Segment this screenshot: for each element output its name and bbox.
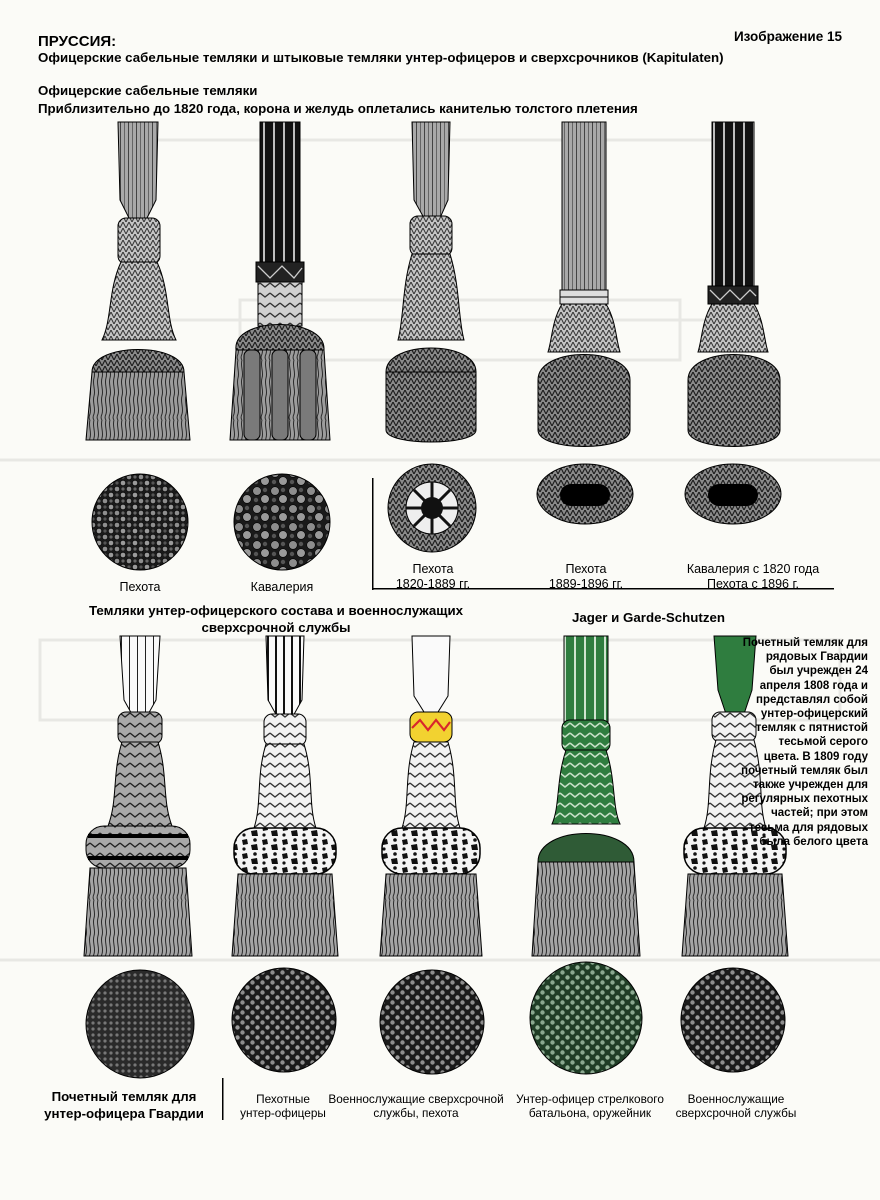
nco-knot-guard-honor [84,636,192,956]
caption-officer-cavalry: Кавалерия [250,580,314,594]
caption-officer-cavalry-1820: Кавалерия с 1820 года Пехота с 1896 г. [686,562,820,591]
officer-knot-cavalry-1820 [688,122,780,447]
jager-heading: Jager и Garde-Schutzen [572,610,726,625]
officer-1820-bottom-view [388,464,476,552]
caption-nco-infantry: Пехотные унтер-офицеры [240,1092,326,1120]
nco-infantry-bottom-view [232,968,336,1072]
caption-nco-guard: Почетный темляк для унтер-офицера Гвардии [44,1089,204,1121]
nco-heading: Темляки унтер-офицерского состава и военнослужащих сверхсрочной службы [88,603,464,635]
officer-knot-infantry-1820-1889 [386,122,476,442]
caption-officer-infantry-1889: Пехота 1889-1896 гг. [548,562,624,591]
officers-note: Приблизительно до 1820 года, корона и желудь оплетались канителью толстого плетения [38,101,638,116]
caption-nco-rifle: Унтер-офицер стрелкового батальона, оружейник [516,1092,664,1120]
officer-cavalry-1820-bottom-view [685,464,781,524]
caption-nco-kapitulant: Военнослужащие сверхсрочной службы, пехота [328,1092,504,1120]
officer-section-divider [372,478,374,590]
officer-knot-cavalry [230,122,330,440]
officer-1889-bottom-view [537,464,633,524]
caption-nco-kapitulant-green: Военнослужащие сверхсрочной службы [675,1092,797,1120]
officer-infantry-bottom-view [92,474,188,570]
nco-section-divider [222,1078,224,1120]
image-number: Изображение 15 [733,29,842,44]
page-title: ПРУССИЯ: [38,33,117,50]
caption-officer-infantry: Пехота [119,580,161,594]
nco-rifle-bottom-view [530,962,642,1074]
nco-knot-rifle-nco [532,636,640,956]
side-note: Почетный темляк для рядовых Гвардии был учрежден 24 апреля 1808 года и представлял собой унтер-офицерский темляк с пятнистой тесьмой серого цвета. В 1809 году почетный темляк был также учрежден для регулярных пехотных частей; при этом тесьма для рядовых была белого цвета [741,637,868,848]
officer-knot-infantry-1889-1896 [538,122,630,447]
nco-guard-bottom-view [86,970,194,1078]
nco-knot-infantry [232,636,338,956]
officers-heading: Офицерские сабельные темляки [38,83,258,98]
officer-knot-infantry [86,122,190,440]
officer-cavalry-bottom-view [234,474,330,570]
nco-knot-kapitulant-infantry [380,636,482,956]
page-subtitle: Офицерские сабельные темляки и штыковые темляки унтер-офицеров и сверхсрочников (Kapitulaten) [38,50,724,65]
nco-kapitulant-bottom-view [380,970,484,1074]
nco-kapitulant-green-bottom-view [681,968,785,1072]
caption-officer-infantry-1820: Пехота 1820-1889 гг. [395,562,471,591]
